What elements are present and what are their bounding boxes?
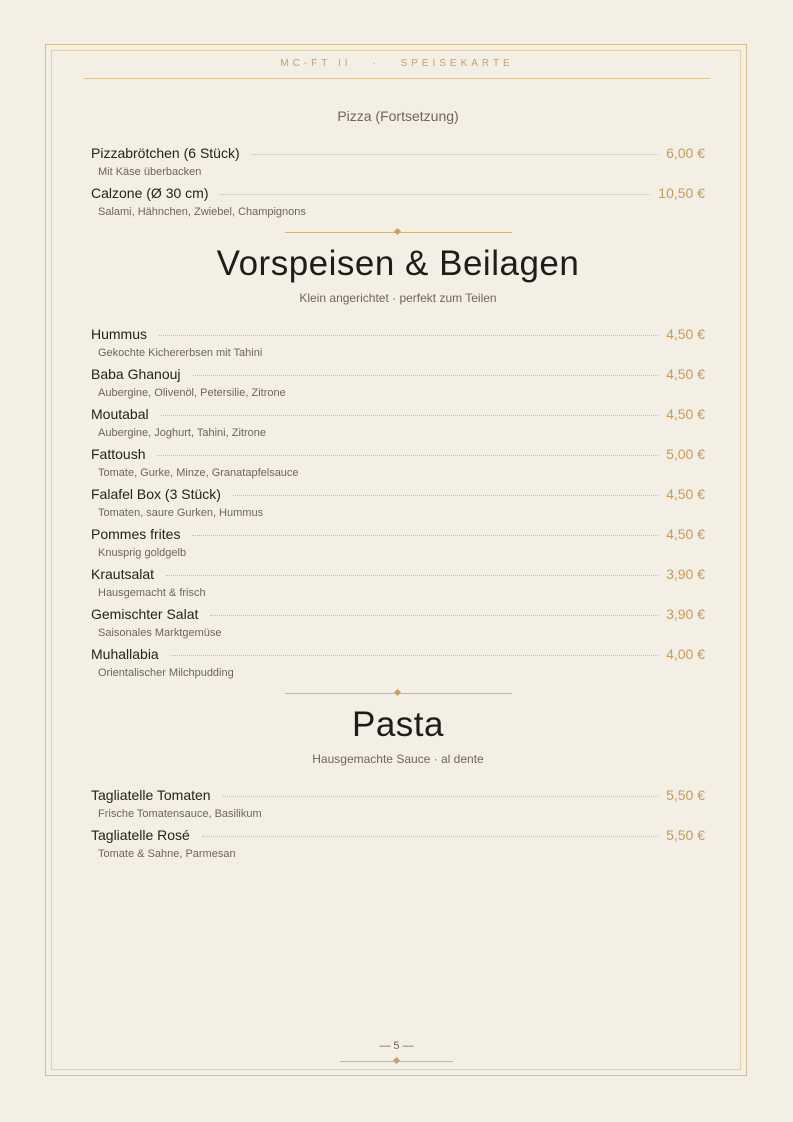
- menu-item: [91, 326, 705, 366]
- page-number: — 5 —: [379, 1040, 414, 1052]
- running-header: [84, 58, 710, 69]
- item-price: 4,50 €: [666, 326, 705, 342]
- dot-leader: [157, 455, 658, 456]
- continued-section-title: Pizza (Fortsetzung): [337, 108, 459, 124]
- section-title: Pasta: [352, 705, 444, 744]
- item-description: Tomaten, saure Gurken, Hummus: [98, 507, 264, 519]
- item-name: Calzone (Ø 30 cm): [91, 185, 209, 201]
- section-subtitle: Hausgemachte Sauce · al dente: [312, 752, 484, 766]
- item-description: Aubergine, Olivenöl, Petersilie, Zitrone: [98, 387, 286, 399]
- item-name: Krautsalat: [91, 566, 155, 582]
- item-price: 3,90 €: [666, 606, 705, 622]
- menu-item: [91, 406, 705, 446]
- menu-item: [91, 366, 705, 406]
- menu-item: [91, 526, 705, 566]
- item-name: Tagliatelle Rosé: [91, 827, 190, 843]
- item-price: 4,50 €: [666, 526, 705, 542]
- item-price: 6,00 €: [666, 145, 705, 161]
- item-description: Knusprig goldgelb: [98, 547, 187, 559]
- item-description: Salami, Hähnchen, Zwiebel, Champignons: [98, 206, 306, 218]
- section-subtitle: Klein angerichtet · perfekt zum Teilen: [299, 291, 497, 305]
- item-price: 4,50 €: [666, 406, 705, 422]
- item-description: Orientalischer Milchpudding: [98, 667, 234, 679]
- item-price: 4,50 €: [666, 486, 705, 502]
- item-description: Aubergine, Joghurt, Tahini, Zitrone: [98, 427, 266, 439]
- item-name: Tagliatelle Tomaten: [91, 787, 211, 803]
- menu-item: [91, 646, 705, 686]
- menu-item: [91, 566, 705, 606]
- item-name: Moutabal: [91, 406, 149, 422]
- dot-leader: [161, 415, 658, 416]
- ornament-divider: [285, 688, 512, 700]
- section-title: Vorspeisen & Beilagen: [216, 244, 580, 283]
- dot-leader: [171, 655, 658, 656]
- menu-item: [91, 446, 705, 486]
- item-price: 4,00 €: [666, 646, 705, 662]
- menu-item: [91, 787, 705, 827]
- item-description: Tomate, Gurke, Minze, Granatapfelsauce: [98, 467, 299, 479]
- dot-leader: [220, 194, 650, 195]
- item-description: Gekochte Kichererbsen mit Tahini: [98, 347, 263, 359]
- dot-leader: [166, 575, 658, 576]
- item-name: Muhallabia: [91, 646, 159, 662]
- dot-leader: [252, 154, 658, 155]
- dot-leader: [223, 796, 658, 797]
- item-description: Hausgemacht & frisch: [98, 587, 206, 599]
- item-name: Hummus: [91, 326, 148, 342]
- item-price: 5,00 €: [666, 446, 705, 462]
- item-price: 3,90 €: [666, 566, 705, 582]
- header-rule: [84, 78, 710, 79]
- menu-item: [91, 827, 705, 867]
- dot-leader: [159, 335, 658, 336]
- dot-leader: [202, 836, 658, 837]
- header-separator: ·: [372, 58, 380, 69]
- menu-content: [91, 108, 705, 867]
- item-price: 10,50 €: [658, 185, 705, 201]
- item-description: Mit Käse überbacken: [98, 166, 202, 178]
- footer-ornament: [340, 1056, 453, 1068]
- menu-item: [91, 486, 705, 526]
- menu-item: [91, 145, 705, 185]
- menu-item: [91, 185, 705, 225]
- item-description: Tomate & Sahne, Parmesan: [98, 848, 236, 860]
- item-price: 5,50 €: [666, 787, 705, 803]
- item-name: Baba Ghanouj: [91, 366, 181, 382]
- item-name: Pizzabrötchen (6 Stück): [91, 145, 240, 161]
- diamond-icon: [393, 1057, 400, 1064]
- dot-leader: [233, 495, 658, 496]
- item-name: Gemischter Salat: [91, 606, 199, 622]
- menu-item: [91, 606, 705, 646]
- ornament-divider: [285, 227, 512, 239]
- header-brand: MC-FT II: [280, 58, 352, 69]
- header-label: SPEISEKARTE: [400, 58, 514, 69]
- diamond-icon: [393, 228, 400, 235]
- dot-leader: [210, 615, 658, 616]
- item-description: Frische Tomatensauce, Basilikum: [98, 808, 262, 820]
- item-name: Pommes frites: [91, 526, 181, 542]
- dot-leader: [193, 375, 659, 376]
- dot-leader: [192, 535, 658, 536]
- item-name: Fattoush: [91, 446, 146, 462]
- item-price: 4,50 €: [666, 366, 705, 382]
- item-description: Saisonales Marktgemüse: [98, 627, 222, 639]
- item-name: Falafel Box (3 Stück): [91, 486, 221, 502]
- diamond-icon: [393, 689, 400, 696]
- item-price: 5,50 €: [666, 827, 705, 843]
